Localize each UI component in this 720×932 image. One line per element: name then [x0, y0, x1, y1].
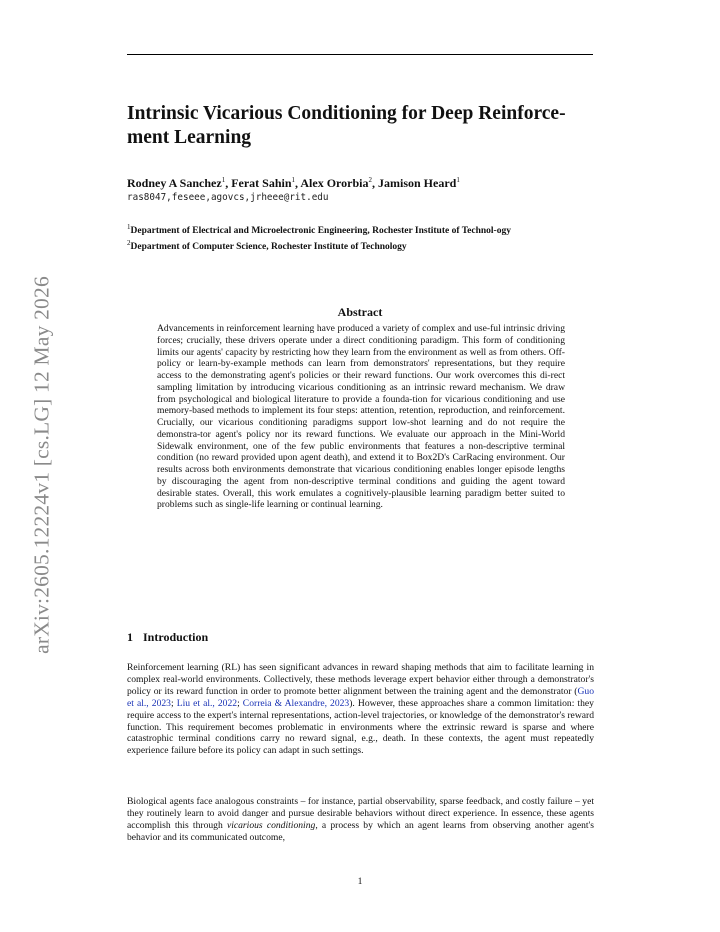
- paper-title: Intrinsic Vicarious Conditioning for Deep Reinforce-ment Learning: [127, 103, 566, 148]
- citation-link[interactable]: Guo et al., 2023: [127, 685, 594, 709]
- paragraph-text: ). However, these approaches share a common limitation: they require access to the expert's internal representations, action-level trajectories, or knowledge of the demonstrator's reward function. This requirement becomes problematic in environments where the extrinsic reward is sparse and where catastrophic terminal conditions carry no reward signal, e.g., death. In these contexts, the agent must repeatedly experience failure before its policy can adapt in such settings.: [127, 697, 594, 757]
- author-name: Alex Ororbia: [300, 176, 369, 190]
- author-affiliation-mark: 1: [456, 176, 460, 184]
- author-name: Jamison Heard: [377, 176, 457, 190]
- abstract-heading: Abstract: [337, 305, 383, 319]
- intro-paragraph-2: [127, 796, 594, 844]
- author-affiliation-mark: 1: [291, 176, 296, 184]
- author-affiliation-mark: 1: [221, 176, 226, 184]
- paragraph-text: Reinforcement learning (RL) has seen significant advances in reward shaping methods that aim to facilitate learning in complex real-world environments. Collectively, these methods leverage expert behavior either through a demonstrator's policy or its reward function in order to promote better alignment between the training agent and the demonstrator (: [127, 662, 594, 697]
- affiliation-number: 2: [127, 238, 131, 247]
- author-name: Ferat Sahin: [231, 176, 292, 190]
- author-affiliation-mark: 2: [368, 176, 372, 184]
- citation-separator: ;: [170, 697, 177, 709]
- affiliation-list: [127, 222, 595, 253]
- arxiv-watermark: arXiv:2605.12224v1 [cs.LG] 12 May 2026: [29, 276, 54, 654]
- author-name: Rodney A Sanchez: [127, 176, 222, 190]
- author-list: Rodney A Sanchez$^1$, Ferat Sahin$^1$, Alex Ororbia$^2$, Jamison Heard$^1$: [127, 176, 460, 190]
- paragraph-text: Biological agents face analogous constraints – for instance, partial observability, sparse feedback, and costly failure – yet they routinely learn to avoid danger and pursue desirable behaviors without direct experience. In essence, these agents accomplish this through: [127, 796, 594, 831]
- section-title: Introduction: [143, 630, 209, 644]
- affiliation-number: 1: [127, 223, 131, 231]
- author-emails: ras8047,feseee,agovcs,jrheee@rit.edu: [127, 192, 329, 203]
- abstract-body: Advancements in reinforcement learning have produced a variety of complex and use-ful intrinsic driving forces; crucially, these drivers operate under a direct conditioning paradigm. This form of conditioning limits our agents' capacity by restricting how they learn from the environment as well as from others. Off-policy or learn-by-example methods can learn from demonstrators' representations, but they require access to the demonstrating agent's policies or their reward functions. Our work overcomes this di-rect sampling limitation by introducing vicarious conditioning as an intrinsic reward mechanism. We draw from psychological and biological literature to provide a founda-tion for vicarious conditioning and use memory-based methods to implement its four steps: attention, retention, reproduction, and reinforcement. Crucially, our vicarious conditioning paradigms support low-shot learning and do not require the demonstra-tor agent's policy nor its reward functions. We evaluate our approach in the Mini-World Sidewalk environment, one of the few public environments that features a non-descriptive terminal condition (no reward provided upon agent death), and extend it to Box2D's CarRacing environment. Our results across both environments demonstrate that vicarious conditioning enables longer episode lengths by discouraging the agent from non-descriptive terminal conditions and guiding the agent toward desirable states. Overall, this work emulates a cognitively-plausible learning paradigm better suited to problems such as single-life learning or continual learning.: [157, 323, 565, 511]
- emphasized-term: vicarious conditioning: [226, 819, 316, 831]
- citation-link[interactable]: Liu et al., 2022: [176, 697, 238, 709]
- section-heading: [127, 630, 218, 645]
- title-rule: [127, 54, 593, 55]
- affiliation-text: Department of Computer Science, Rochester Institute of Technology: [130, 241, 407, 252]
- page-number: 1: [357, 876, 363, 887]
- citation-link[interactable]: Correia & Alexandre, 2023: [242, 697, 350, 709]
- paragraph-text: , a process by which an agent learns from observing another agent's behavior and its communicated outcome,: [127, 819, 594, 843]
- affiliation-item: [127, 222, 595, 238]
- affiliation-item: [127, 238, 595, 254]
- section-number: 1: [127, 630, 133, 644]
- citation-separator: ;: [237, 697, 243, 709]
- affiliation-text: Department of Electrical and Microelectronic Engineering, Rochester Institute of Technol-ogy: [130, 226, 511, 237]
- intro-paragraph-1: [127, 662, 594, 757]
